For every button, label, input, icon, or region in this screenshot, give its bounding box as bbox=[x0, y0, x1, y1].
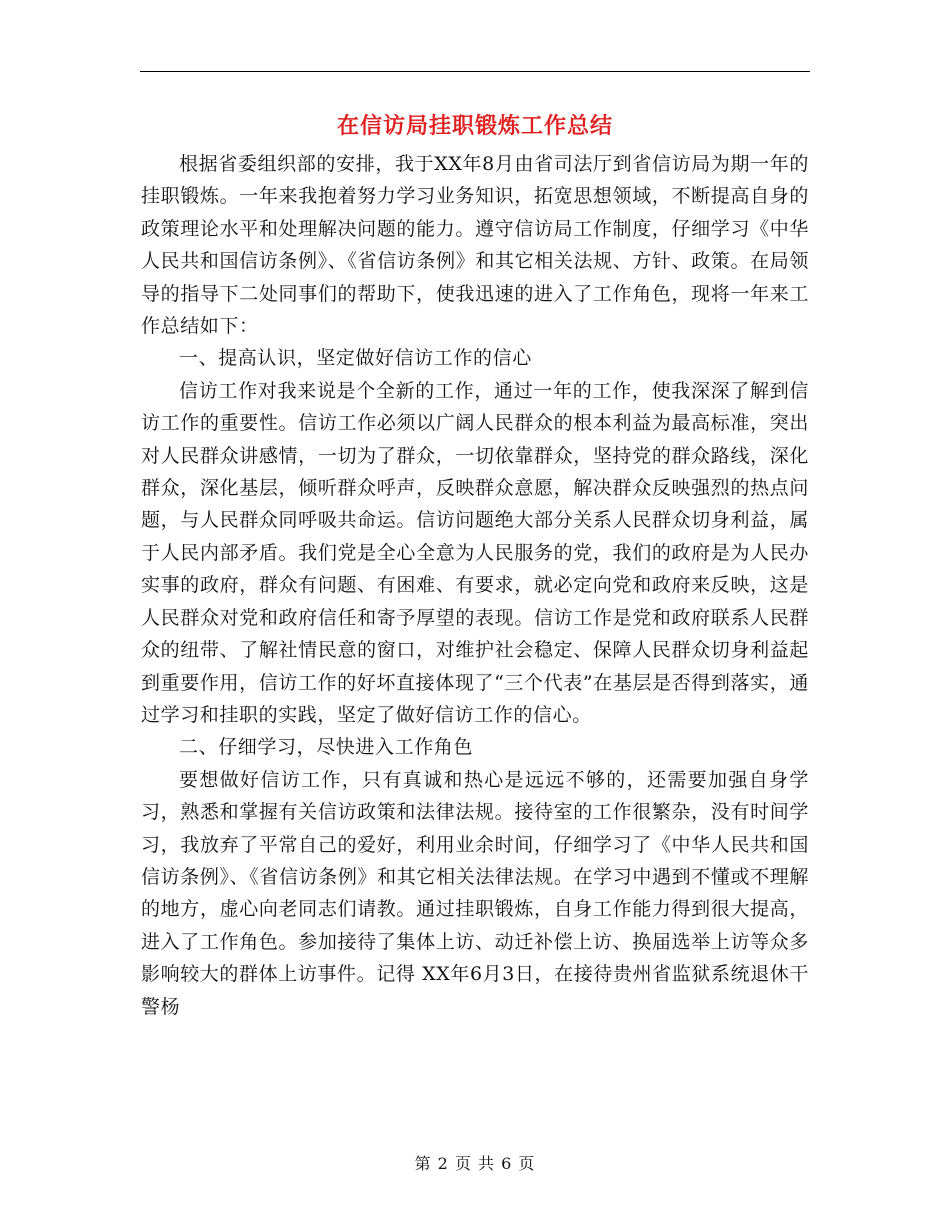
paragraph-intro: 根据省委组织部的安排，我于XX年8月由省司法厅到省信访局为期一年的挂职锻炼。一年来我抱着努力学习业务知识，拓宽思想领域，不断提高自身的政策理论水平和处理解决问题的能力。遵守信访局工作制度，仔细学习《中华人民共和国信访条例》、《省信访条例》和其它相关法规、方针、政策。在局领导的指导下二处同事们的帮助下，使我迅速的进入了工作角色，现将一年来工作总结如下： bbox=[141, 153, 809, 338]
document-body bbox=[141, 148, 809, 1023]
header-rule bbox=[140, 71, 810, 72]
document-title: 在信访局挂职锻炼工作总结 bbox=[336, 113, 613, 139]
section-heading-1: 一、提高认识，坚定做好信访工作的信心 bbox=[179, 347, 532, 370]
paragraph-section-2: 要想做好信访工作，只有真诚和热心是远远不够的，还需要加强自身学习，熟悉和掌握有关信访政策和法律法规。接待室的工作很繁杂，没有时间学习，我放弃了平常自己的爱好，利用业余时间，仔细学习了《中华人民共和国信访条例》、《省信访条例》和其它相关法律法规。在学习中遇到不懂或不理解的地方，虚心向老同志们请教。通过挂职锻炼，自身工作能力得到很大提高，进入了工作角色。参加接待了集体上访、动迁补偿上访、换届选举上访等众多影响较大的群体上访事件。记得 XX年6月3日，在接待贵州省监狱系统退休干警杨 bbox=[141, 768, 809, 1018]
section-heading-2: 二、仔细学习，尽快进入工作角色 bbox=[179, 736, 474, 759]
paragraph-section-1: 信访工作对我来说是个全新的工作，通过一年的工作，使我深深了解到信访工作的重要性。信访工作必须以广阔人民群众的根本利益为最高标准，突出对人民群众讲感情，一切为了群众，一切依靠群众，坚持党的群众路线，深化群众，深化基层，倾听群众呼声，反映群众意愿，解决群众反映强烈的热点问题，与人民群众同呼吸共命运。信访问题绝大部分关系人民群众切身利益，属于人民内部矛盾。我们党是全心全意为人民服务的党，我们的政府是为人民办实事的政府，群众有问题、有困难、有要求，就必定向党和政府来反映，这是人民群众对党和政府信任和寄予厚望的表现。信访工作是党和政府联系人民群众的纽带、了解社情民意的窗口，对维护社会稳定、保障人民群众切身利益起到重要作用，信访工作的好坏直接体现了“三个代表”在基层是否得到落实，通过学习和挂职的实践，坚定了做好信访工作的信心。 bbox=[141, 379, 809, 726]
page-number-footer: 第 2 页 共 6 页 bbox=[414, 1154, 536, 1173]
